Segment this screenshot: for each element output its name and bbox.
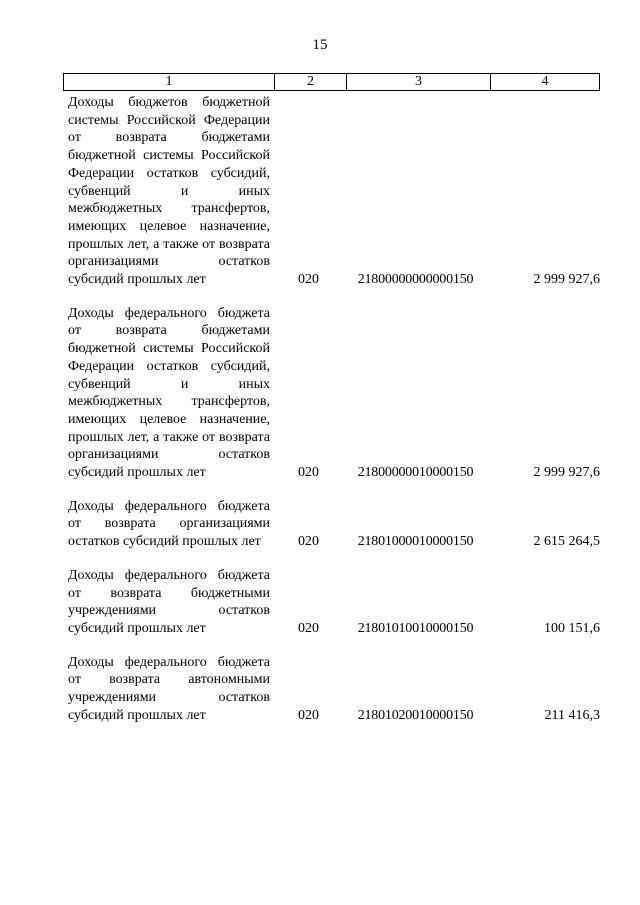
table-header xyxy=(63,73,600,91)
header-col-1: 1 xyxy=(64,74,275,90)
admin-code: 020 xyxy=(298,272,319,288)
budget-classification-code: 21800000010000150 xyxy=(357,465,474,481)
table-row xyxy=(63,567,600,638)
budget-classification-code: 21801010010000150 xyxy=(357,620,474,636)
admin-code: 020 xyxy=(298,620,319,636)
amount: 2 615 264,5 xyxy=(533,534,600,550)
income-name: Доходы федерального бюджета от возврата организациями остатков субсидий прошлых лет xyxy=(68,498,270,550)
budget-classification-code: 21800000000000150 xyxy=(357,272,474,288)
amount: 211 416,3 xyxy=(544,707,600,723)
income-name: Доходы бюджетов бюджетной системы Российской Федерации от возврата бюджетами бюджетной системы Российской Федерации остатков субсидий, субвенций и иных межбюджетных трансфертов, имеющих целевое назначение, прошлых лет, а также от возврата организациями остатков субсидий прошлых лет xyxy=(68,95,270,288)
table-row xyxy=(63,498,600,551)
income-name: Доходы федерального бюджета от возврата бюджетными учреждениями остатков субсидий прошлых лет xyxy=(68,567,270,636)
admin-code: 020 xyxy=(298,707,319,723)
header-col-3: 3 xyxy=(347,74,491,90)
amount: 2 999 927,6 xyxy=(533,465,600,481)
admin-code: 020 xyxy=(298,534,319,550)
amount: 100 151,6 xyxy=(544,620,600,636)
income-name: Доходы федерального бюджета от возврата автономными учреждениями остатков субсидий прошлых лет xyxy=(68,654,270,723)
header-col-4: 4 xyxy=(541,74,549,89)
budget-classification-code: 21801020010000150 xyxy=(357,707,474,723)
table-body xyxy=(63,94,600,741)
table-row xyxy=(63,654,600,725)
page-number: 15 xyxy=(312,37,328,53)
table-row xyxy=(63,94,600,289)
admin-code: 020 xyxy=(298,465,319,481)
amount: 2 999 927,6 xyxy=(533,272,600,288)
header-col-2: 2 xyxy=(275,74,347,90)
income-name: Доходы федерального бюджета от возврата бюджетами бюджетной системы Российской Федерации остатков субсидий, субвенций и иных межбюджетных трансфертов, имеющих целевое назначение, прошлых лет, а также от возврата организациями остатков субсидий прошлых лет xyxy=(68,305,270,481)
table-row xyxy=(63,305,600,482)
budget-classification-code: 21801000010000150 xyxy=(357,534,474,550)
